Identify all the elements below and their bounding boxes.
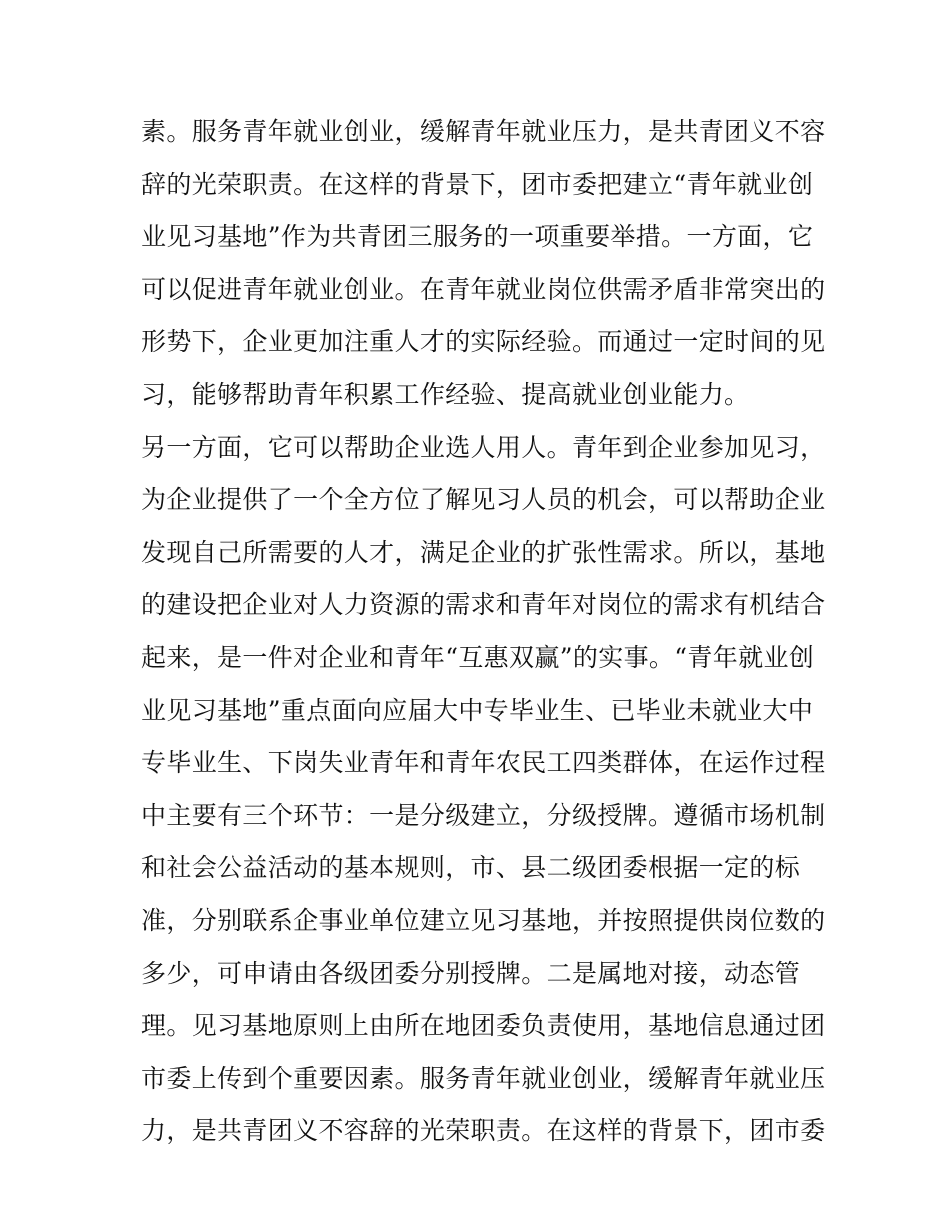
text-line: 和社会公益活动的基本规则，市、县二级团委根据一定的标	[141, 853, 801, 883]
text-line: 准，分别联系企事业单位建立见习基地，并按照提供岗位数的	[141, 905, 826, 935]
text-line: 起来，是一件对企业和青年“互惠双赢”的实事。“青年就业创	[141, 642, 815, 672]
text-line: 业见习基地”作为共青团三服务的一项重要举措。一方面，它	[141, 222, 814, 252]
text-line: 市委上传到个重要因素。服务青年就业创业，缓解青年就业压	[141, 1063, 826, 1093]
document-body	[141, 106, 826, 1158]
text-line: 中主要有三个环节：一是分级建立，分级授牌。遵循市场机制	[141, 800, 826, 830]
text-line: 素。服务青年就业创业，缓解青年就业压力，是共青团义不容	[141, 117, 826, 146]
text-line: 专毕业生、下岗失业青年和青年农民工四类群体，在运作过程	[141, 748, 826, 778]
text-line: 可以促进青年就业创业。在青年就业岗位供需矛盾非常突出的	[141, 274, 826, 304]
text-line: 业见习基地”重点面向应届大中专毕业生、已毕业未就业大中	[141, 695, 814, 725]
text-line: 理。见习基地原则上由所在地团委负责使用，基地信息通过团	[141, 1011, 826, 1041]
text-line: 的建设把企业对人力资源的需求和青年对岗位的需求有机结合	[141, 590, 826, 620]
text-line: 为企业提供了一个全方位了解见习人员的机会，可以帮助企业	[141, 485, 826, 515]
text-line: 发现自己所需要的人才，满足企业的扩张性需求。所以，基地	[141, 537, 826, 567]
text-line: 习，能够帮助青年积累工作经验、提高就业创业能力。	[141, 379, 750, 409]
text-line: 辞的光荣职责。在这样的背景下，团市委把建立“青年就业创	[141, 169, 814, 199]
text-line: 力，是共青团义不容辞的光荣职责。在这样的背景下，团市委	[141, 1116, 826, 1146]
text-line: 多少，可申请由各级团委分别授牌。二是属地对接，动态管	[141, 958, 801, 988]
text-line: 形势下，企业更加注重人才的实际经验。而通过一定时间的见	[141, 327, 826, 357]
text-line: 另一方面，它可以帮助企业选人用人。青年到企业参加见习，	[141, 432, 826, 462]
